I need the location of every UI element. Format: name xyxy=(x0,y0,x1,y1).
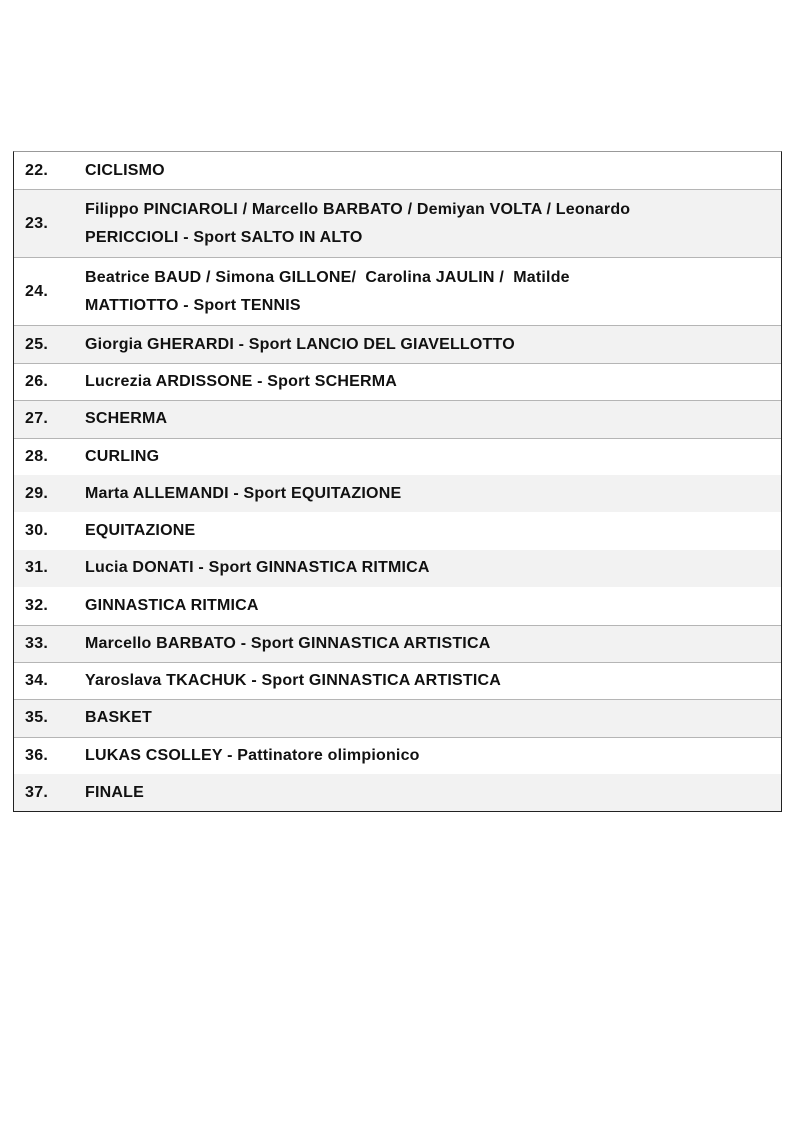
table-row xyxy=(14,400,781,437)
row-text-line: Filippo PINCIAROLI / Marcello BARBATO / Demiyan VOLTA / Leonardo xyxy=(85,200,631,218)
row-number: 32. xyxy=(25,596,49,614)
table-row xyxy=(14,587,781,624)
row-text: Marcello BARBATO - Sport GINNASTICA ARTISTICA xyxy=(85,634,491,652)
row-text: BASKET xyxy=(85,709,152,727)
table-row xyxy=(14,438,781,475)
row-number: 36. xyxy=(25,746,49,764)
row-number: 24. xyxy=(25,282,49,300)
row-number: 30. xyxy=(25,522,49,540)
table-row xyxy=(14,257,781,325)
table-row xyxy=(14,550,781,587)
table-row xyxy=(14,475,781,512)
table-row xyxy=(14,662,781,699)
row-text xyxy=(85,264,590,320)
table-row xyxy=(14,737,781,774)
row-number: 34. xyxy=(25,672,49,690)
row-text: Lucrezia ARDISSONE - Sport SCHERMA xyxy=(85,372,398,390)
row-text: LUKAS CSOLLEY - Pattinatore olimpionico xyxy=(85,746,420,764)
row-text-line: MATTIOTTO - Sport TENNIS xyxy=(85,296,301,314)
table-row xyxy=(14,512,781,549)
row-text: Giorgia GHERARDI - Sport LANCIO DEL GIAVELLOTTO xyxy=(85,335,515,353)
table-row xyxy=(14,325,781,362)
table-row xyxy=(14,189,781,257)
program-table xyxy=(13,151,782,812)
row-text: EQUITAZIONE xyxy=(85,522,196,540)
row-text: Lucia DONATI - Sport GINNASTICA RITMICA xyxy=(85,559,430,577)
row-text xyxy=(85,196,650,252)
row-text: CICLISMO xyxy=(85,161,165,179)
row-text-line: PERICCIOLI - Sport SALTO IN ALTO xyxy=(85,228,363,246)
row-text-line: Beatrice BAUD / Simona GILLONE/ Carolina JAULIN / Matilde xyxy=(85,268,570,286)
row-text: Yaroslava TKACHUK - Sport GINNASTICA ARTISTICA xyxy=(85,672,502,690)
row-text: SCHERMA xyxy=(85,410,168,428)
row-text: GINNASTICA RITMICA xyxy=(85,596,259,614)
row-number: 26. xyxy=(25,372,49,390)
row-number: 28. xyxy=(25,447,49,465)
row-text: CURLING xyxy=(85,447,160,465)
row-number: 33. xyxy=(25,634,49,652)
row-number: 25. xyxy=(25,335,49,353)
row-number: 31. xyxy=(25,559,49,577)
row-number: 29. xyxy=(25,484,49,502)
row-number: 22. xyxy=(25,161,49,179)
row-number: 37. xyxy=(25,783,49,801)
row-number: 27. xyxy=(25,410,49,428)
row-text: Marta ALLEMANDI - Sport EQUITAZIONE xyxy=(85,484,402,502)
table-row xyxy=(14,774,781,811)
row-text: FINALE xyxy=(85,783,144,801)
row-number: 35. xyxy=(25,709,49,727)
table-row xyxy=(14,699,781,736)
table-row xyxy=(14,363,781,400)
row-number: 23. xyxy=(25,214,49,232)
table-row xyxy=(14,152,781,189)
table-row xyxy=(14,625,781,662)
